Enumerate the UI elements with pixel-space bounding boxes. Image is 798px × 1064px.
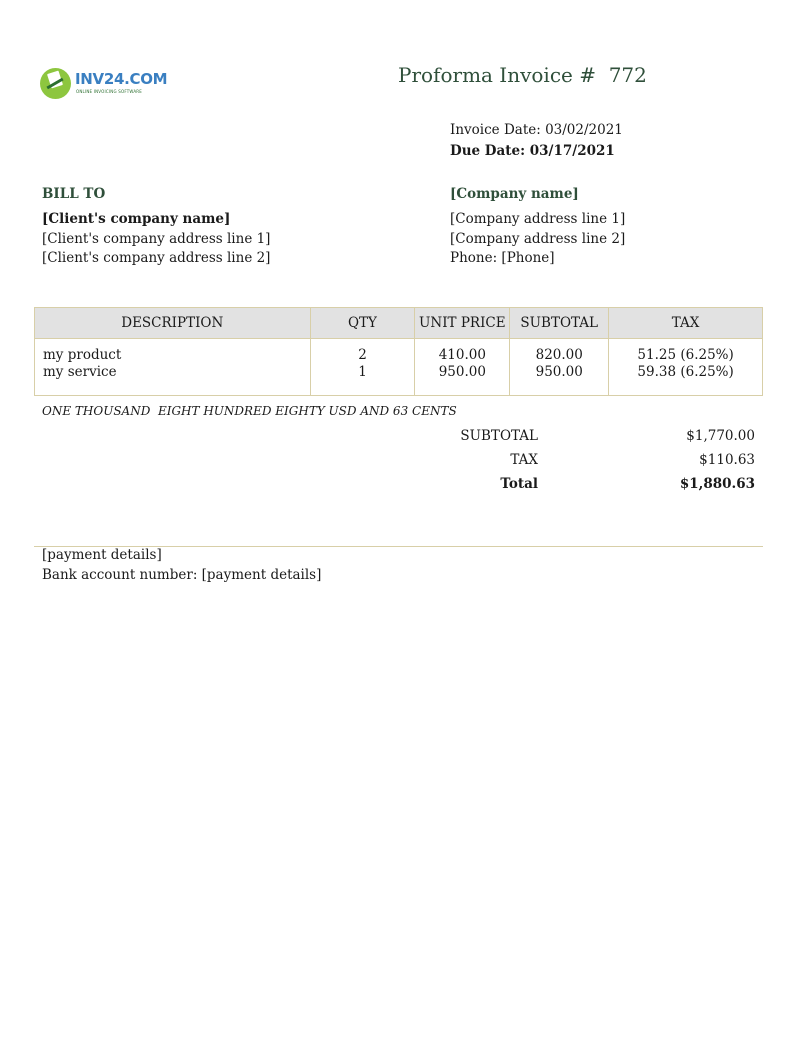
column-header-tax: TAX: [609, 308, 763, 339]
row-1-unit-price: 410.00: [438, 347, 486, 363]
column-header-subtotal: SUBTOTAL: [510, 308, 609, 339]
company-phone: Phone: [Phone]: [450, 250, 555, 266]
client-company-name: [Client's company name]: [42, 211, 231, 227]
tax-label: TAX: [510, 452, 538, 468]
invoice-number: 772: [608, 63, 647, 87]
bank-account-number: Bank account number: [payment details]: [42, 567, 322, 583]
logo-text: INV24.COM: [75, 70, 168, 88]
column-header-qty: QTY: [310, 308, 415, 339]
row-2-description: my service: [43, 364, 117, 380]
company-logo: [40, 66, 168, 102]
cell-description: [35, 339, 311, 396]
cell-qty: [310, 339, 415, 396]
company-name: [Company name]: [450, 186, 579, 202]
total-label: Total: [500, 476, 538, 492]
cell-tax: [609, 339, 763, 396]
column-header-description: DESCRIPTION: [35, 308, 311, 339]
row-1-subtotal: 820.00: [535, 347, 583, 363]
invoice-title-label: Proforma Invoice #: [398, 63, 596, 87]
row-2-subtotal: 950.00: [535, 364, 583, 380]
total-value: $1,880.63: [679, 476, 755, 492]
amount-in-words: ONE THOUSAND EIGHT HUNDRED EIGHTY USD AND 63 CENTS: [42, 404, 457, 418]
company-address-line-2: [Company address line 2]: [450, 231, 626, 247]
payment-details: [payment details]: [42, 547, 162, 563]
row-1-description: my product: [43, 347, 122, 363]
table-row: [35, 339, 763, 396]
column-header-unit-price: UNIT PRICE: [415, 308, 510, 339]
line-items-table: [34, 307, 763, 396]
logo-tagline: ONLINE INVOICING SOFTWARE: [76, 89, 142, 94]
invoice-date: Invoice Date: 03/02/2021: [450, 122, 623, 138]
row-1-tax: 51.25 (6.25%): [637, 347, 734, 363]
cell-subtotal: [510, 339, 609, 396]
bill-to-heading: BILL TO: [42, 186, 106, 202]
client-address-line-1: [Client's company address line 1]: [42, 231, 271, 247]
row-2-unit-price: 950.00: [438, 364, 486, 380]
due-date: Due Date: 03/17/2021: [450, 143, 615, 159]
row-2-tax: 59.38 (6.25%): [637, 364, 734, 380]
client-address-line-2: [Client's company address line 2]: [42, 250, 271, 266]
subtotal-value: $1,770.00: [686, 428, 755, 444]
company-address-line-1: [Company address line 1]: [450, 211, 626, 227]
invoice-title: [398, 63, 647, 87]
tax-value: $110.63: [699, 452, 755, 468]
row-2-qty: 1: [358, 364, 367, 380]
row-1-qty: 2: [358, 347, 367, 363]
table-header-row: [35, 308, 763, 339]
cell-unit-price: [415, 339, 510, 396]
subtotal-label: SUBTOTAL: [460, 428, 538, 444]
logo-invoice-icon: [40, 68, 71, 99]
